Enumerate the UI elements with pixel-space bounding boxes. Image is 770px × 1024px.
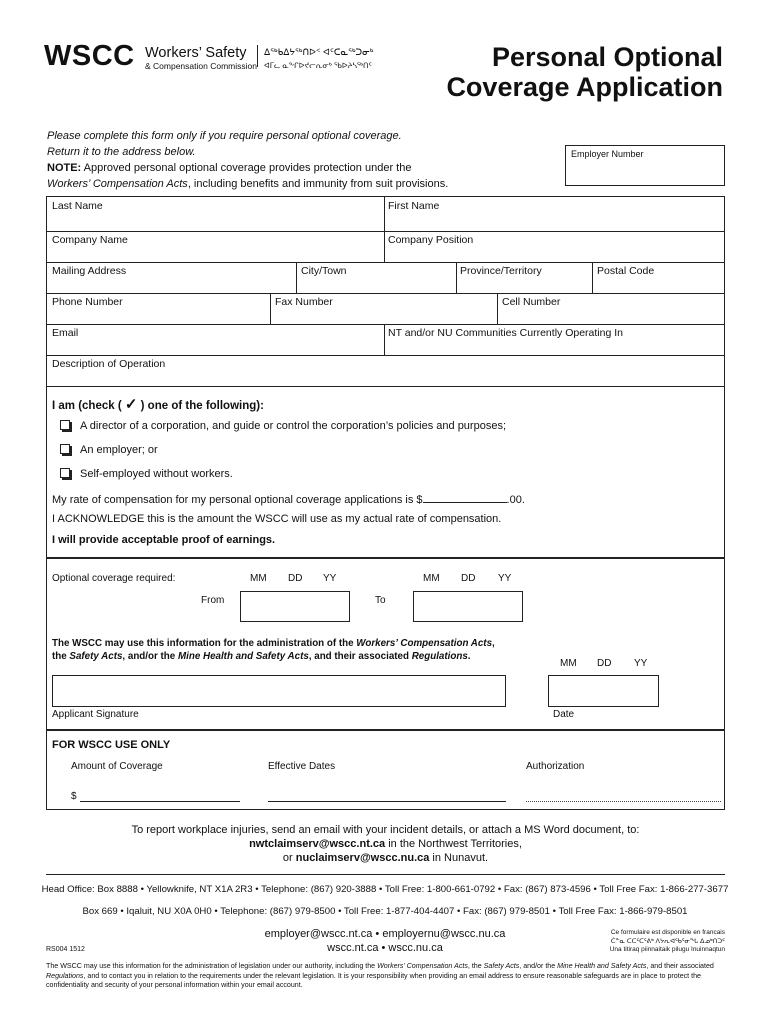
consent-p2-end: .: [467, 651, 471, 662]
intro-line4: [47, 176, 448, 192]
report-line3: [46, 851, 725, 865]
office-use-heading: FOR WSCC USE ONLY: [52, 739, 171, 751]
option-self-employed[interactable]: [60, 468, 233, 480]
consent-p2-mid: , and/or the: [122, 651, 178, 662]
consent-line1: [52, 637, 495, 650]
province-territory-label: Province/Territory: [460, 265, 542, 277]
to-date-input[interactable]: [413, 591, 523, 622]
org-name-line1: Workers’ Safety: [145, 45, 247, 61]
report-line2-rest: in the Northwest Territories,: [385, 838, 522, 850]
check-heading: [52, 395, 264, 413]
check-mark-icon: ✓: [124, 396, 138, 413]
email-label: Email: [52, 327, 79, 339]
option-employer[interactable]: [60, 444, 158, 456]
disc-i1: Workers’ Compensation Acts: [377, 962, 468, 970]
phone-number-field[interactable]: [46, 293, 270, 324]
report-line3-rest: in Nunavut.: [429, 852, 489, 864]
sig-dd-label: DD: [597, 658, 612, 669]
check-heading-pre: I am (check (: [52, 400, 122, 412]
disc-1: The WSCC may use this information for the administration of legislation under our authority, including the: [46, 962, 378, 970]
footer-divider: [46, 874, 725, 875]
fax-number-label: Fax Number: [275, 296, 333, 308]
coverage-label: Optional coverage required:: [52, 573, 176, 584]
logo: WSCC: [44, 40, 135, 72]
disclaimer: [46, 962, 726, 991]
rate-suffix: .00.: [506, 494, 525, 506]
to-label: To: [375, 595, 386, 606]
signature-date-input[interactable]: [548, 675, 659, 707]
intro-line4-rest: , including benefits and immunity from suit provisions.: [187, 178, 449, 190]
postal-code-label: Postal Code: [597, 265, 655, 277]
communities-label: NT and/or NU Communities Currently Operating In: [388, 327, 623, 339]
org-name: [145, 45, 257, 71]
french-note: Ce formulaire est disponible en francais: [610, 929, 725, 936]
checkbox-director[interactable]: [60, 420, 70, 430]
province-territory-field[interactable]: [456, 262, 592, 293]
disc-i4: Regulations: [46, 971, 84, 980]
proof-text: I will provide acceptable proof of earnings.: [52, 534, 276, 546]
acknowledge-text: I ACKNOWLEDGE this is the amount the WSCC will use as my actual rate of compensation.: [52, 513, 502, 525]
consent-p2-mid2: , and their associated: [308, 651, 412, 662]
consent-p2-i2: Mine Health and Safety Acts: [177, 651, 309, 662]
head-office: Head Office: Box 8888 • Yellowknife, NT X1A 2R3 • Telephone: (867) 920-3888 • Toll Free: 1-800-661-0792 • Fax: (867) 873-4596 • Toll Free Fax: 1-866-277-3677: [41, 884, 729, 895]
rate-line: [52, 491, 525, 506]
city-town-field[interactable]: [296, 262, 456, 293]
page-title: [446, 42, 723, 102]
contact-emails[interactable]: employer@wscc.nt.ca • employernu@wscc.nu.ca: [264, 928, 506, 940]
rate-text: My rate of compensation for my personal optional coverage applications is $: [52, 494, 423, 506]
report-section: [46, 823, 725, 865]
option-director-label: A director of a corporation, and guide or control the corporation’s policies and purposes;: [80, 420, 506, 432]
description-field[interactable]: [46, 355, 725, 386]
disc-5: , and to contact you in relation to the requirements under the relevant legislation. It is your responsibility when providing an email address to ensure reasonable safeguards are in place to protect the confidentiality and security of your personal information within your email account.: [46, 971, 701, 989]
amount-line[interactable]: [80, 801, 240, 802]
inuktitut-line1: ᐃᖅᑲᐃᔭᖅᑎᐅᑉ ᐊᑦᑕᓇᖅᑐᓂᒃ: [264, 47, 374, 57]
consent-p2-i3: Regulations: [411, 651, 468, 662]
disc-4: , and their associated: [646, 962, 714, 970]
mailing-address-label: Mailing Address: [52, 265, 127, 277]
from-yy-label: YY: [323, 573, 337, 584]
sig-mm-label: MM: [560, 658, 577, 669]
intro-line1: Please complete this form only if you require personal optional coverage.: [47, 130, 402, 142]
consent-line2: [52, 650, 495, 663]
mailing-address-field[interactable]: [46, 262, 296, 293]
consent-p2-i1: Safety Acts: [69, 651, 123, 662]
email-field[interactable]: [46, 324, 384, 355]
amount-coverage-label: Amount of Coverage: [71, 761, 163, 772]
disc-i2: Safety Acts: [483, 962, 520, 970]
company-name-field[interactable]: [46, 231, 384, 262]
from-label: From: [201, 595, 225, 606]
report-line3-pre: or: [282, 852, 296, 864]
disc-2: , the: [467, 962, 484, 970]
iqaluit-office: Box 669 • Iqaluit, NU X0A 0H0 • Telephone: (867) 979-8500 • Toll Free: 1-877-404-4407 • Fax: (867) 979-8501 • Toll Free Fax: 1-866-979-8501: [82, 906, 688, 917]
last-name-label: Last Name: [52, 200, 103, 212]
company-position-label: Company Position: [388, 234, 474, 246]
logo-divider: [257, 45, 258, 67]
from-mm-label: MM: [250, 573, 267, 584]
employer-number-field[interactable]: [565, 145, 725, 186]
disc-3: , and/or the: [519, 962, 558, 970]
option-employer-label: An employer; or: [80, 444, 158, 456]
city-town-label: City/Town: [301, 265, 347, 277]
employer-number-label: Employer Number: [571, 149, 644, 159]
effective-dates-label: Effective Dates: [268, 761, 336, 772]
dollar-sign: $: [71, 791, 77, 802]
form-code: RS004 1512: [46, 946, 85, 953]
report-line1: To report workplace injuries, send an email with your incident details, or attach a MS Word document, to:: [131, 824, 640, 836]
phone-number-label: Phone Number: [52, 296, 123, 308]
applicant-signature-label: Applicant Signature: [52, 709, 139, 720]
last-name-field[interactable]: [46, 196, 384, 231]
from-date-input[interactable]: [240, 591, 350, 622]
report-line2: [46, 837, 725, 851]
org-name-line2: & Compensation Commission: [145, 61, 257, 71]
to-dd-label: DD: [461, 573, 476, 584]
option-director[interactable]: [60, 420, 506, 432]
signature-input[interactable]: [52, 675, 506, 707]
dates-line[interactable]: [268, 801, 506, 802]
authorization-label: Authorization: [526, 761, 585, 772]
language-notes: [610, 929, 725, 955]
nwt-claims-email[interactable]: nwtclaimserv@wscc.nt.ca: [249, 838, 386, 850]
check-heading-post: ) one of the following):: [140, 400, 264, 412]
wc-acts: Workers’ Compensation Acts: [47, 178, 188, 190]
description-label: Description of Operation: [52, 358, 166, 370]
inuktitut-line2: ᐊᒥᓚ ᓇᖕᒋᐅᔪᓕᕆᓂᒃ ᖃᐅᔨᓴᖅᑎᑦ: [264, 61, 372, 70]
cell-number-label: Cell Number: [502, 296, 561, 308]
consent-p2: the: [52, 651, 70, 662]
disc-i3: Mine Health and Safety Acts: [557, 962, 647, 970]
consent-text: [52, 637, 495, 663]
inuktitut-note: ᑖᓐᓇ ᑕᑕᑦᑕᕐᕕᒃ ᐱᔭᕆᐊᖃᕐᓂᖓ ᐃᓄᒃᑎᑐᑦ: [610, 937, 725, 945]
authorization-line[interactable]: [526, 801, 721, 802]
org-name-inuktitut: [264, 46, 373, 72]
intro-text: [47, 128, 448, 192]
consent-p1-end: ,: [492, 638, 495, 649]
intro-line2: Return it to the address below.: [47, 146, 196, 158]
first-name-field[interactable]: [384, 196, 725, 231]
cell-number-field[interactable]: [497, 293, 725, 324]
date-label: Date: [553, 709, 575, 720]
note-text: Approved personal optional coverage provides protection under the: [81, 162, 412, 174]
postal-code-field[interactable]: [592, 262, 725, 293]
communities-field[interactable]: [384, 324, 725, 355]
checkbox-self-employed[interactable]: [60, 468, 70, 478]
company-position-field[interactable]: [384, 231, 725, 262]
title-line1: Personal Optional: [491, 42, 723, 72]
websites[interactable]: wscc.nt.ca • wscc.nu.ca: [327, 942, 443, 954]
to-yy-label: YY: [498, 573, 512, 584]
to-mm-label: MM: [423, 573, 440, 584]
from-dd-label: DD: [288, 573, 303, 584]
checkbox-employer[interactable]: [60, 444, 70, 454]
rate-input[interactable]: [423, 491, 507, 503]
note-label: NOTE:: [47, 162, 82, 174]
option-self-employed-label: Self-employed without workers.: [80, 468, 233, 480]
title-line2: Coverage Application: [446, 72, 723, 102]
first-name-label: First Name: [388, 200, 440, 212]
consent-p1: The WSCC may use this information for the administration of the: [52, 638, 357, 649]
nu-claims-email[interactable]: nuclaimserv@wscc.nu.ca: [295, 852, 430, 864]
sig-yy-label: YY: [634, 658, 648, 669]
consent-p1-italic: Workers’ Compensation Acts: [356, 638, 493, 649]
fax-number-field[interactable]: [270, 293, 497, 324]
intro-note: [47, 160, 448, 176]
inuinnaqtun-note: Una titiraq piinnaitaik pilugu Inuinnaqtun: [609, 946, 725, 953]
company-name-label: Company Name: [52, 234, 128, 246]
